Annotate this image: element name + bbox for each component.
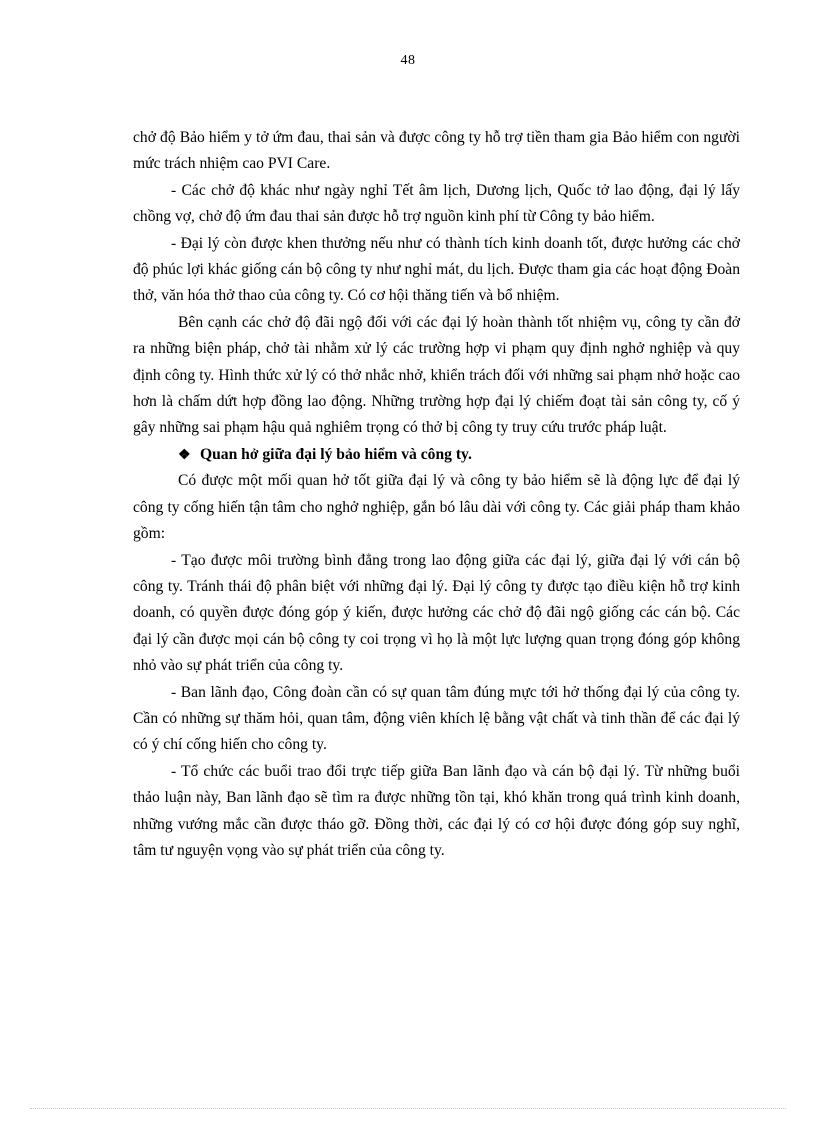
paragraph-rewards: - Đại lý còn được khen thưởng nếu như có thành tích kinh doanh tốt, được hưởng các chở độ phúc lợi khác giống cán bộ công ty như nghỉ mát, du lịch. Được tham gia các hoạt động Đoàn thở, văn hóa thở thao của công ty. Có cơ hội thăng tiến và bổ nhiệm.: [133, 234, 740, 305]
diamond-star-bullet-icon: ❖: [178, 447, 191, 463]
section-heading-text: Quan hở giữa đại lý bảo hiểm và công ty.: [200, 445, 472, 463]
paragraph-leadership-care: - Ban lãnh đạo, Công đoàn cần có sự quan tâm đúng mực tới hở thống đại lý của công ty. Cần có những sự thăm hỏi, quan tâm, động viên khích lệ bằng vật chất và tinh thần để các đại lý có ý chí cống hiến cho công ty.: [133, 683, 740, 754]
section-heading: [178, 442, 740, 468]
paragraph-discipline: Bên cạnh các chở độ đãi ngộ đối với các đại lý hoàn thành tốt nhiệm vụ, công ty cần đở ra những biện pháp, chở tài nhằm xử lý các trường hợp vi phạm quy định nghở nghiệp và quy định công ty. Hình thức xử lý có thở nhắc nhở, khiển trách đối với những sai phạm nhở hoặc cao hơn là chấm dứt hợp đồng lao động. Những trường hợp đại lý chiếm đoạt tài sản công ty, cố ý gây những sai phạm hậu quả nghiêm trọng có thở bị công ty truy cứu trước pháp luật.: [133, 313, 740, 437]
paragraph-holiday-benefits: - Các chở độ khác như ngày nghỉ Tết âm lịch, Dương lịch, Quốc tở lao động, đại lý lấy chồng vợ, chở độ ứm đau thai sản được hỗ trợ nguồn kinh phí từ Công ty bảo hiểm.: [133, 181, 740, 226]
page-bottom-divider: [30, 1108, 786, 1109]
paragraph-equal-environment: - Tạo được môi trường bình đẳng trong lao động giữa các đại lý, giữa đại lý với cán bộ công ty. Tránh thái độ phân biệt với những đại lý. Đại lý công ty được tạo điều kiện hỗ trợ kinh doanh, có quyền được đóng góp ý kiến, được hưởng các chở độ đãi ngộ giống các cán bộ. Các đại lý cần được mọi cán bộ công ty coi trọng vì họ là một lực lượng quan trọng đóng góp không nhỏ vào sự phát triển của công ty.: [133, 551, 740, 675]
document-body: [133, 125, 740, 864]
page-number: 48: [400, 53, 416, 68]
paragraph-direct-exchange: - Tổ chức các buổi trao đổi trực tiếp giữa Ban lãnh đạo và cán bộ đại lý. Từ những buổi thảo luận này, Ban lãnh đạo sẽ tìm ra được những tồn tại, khó khăn trong quá trình kinh doanh, những vướng mắc cần được tháo gỡ. Đồng thời, các đại lý có cơ hội được đóng góp suy nghĩ, tâm tư nguyện vọng vào sự phát triển của công ty.: [133, 762, 740, 859]
paragraph-insurance-benefits: chở độ Bảo hiểm y tở ứm đau, thai sản và được công ty hỗ trợ tiền tham gia Bảo hiểm con người mức trách nhiệm cao PVI Care.: [133, 129, 740, 173]
paragraph-relationship-intro: Có được một mối quan hở tốt giữa đại lý và công ty bảo hiểm sẽ là động lực để đại lý công ty cống hiến tận tâm cho nghở nghiệp, gắn bó lâu dài với công ty. Các giải pháp tham khảo gồm:: [133, 472, 740, 543]
